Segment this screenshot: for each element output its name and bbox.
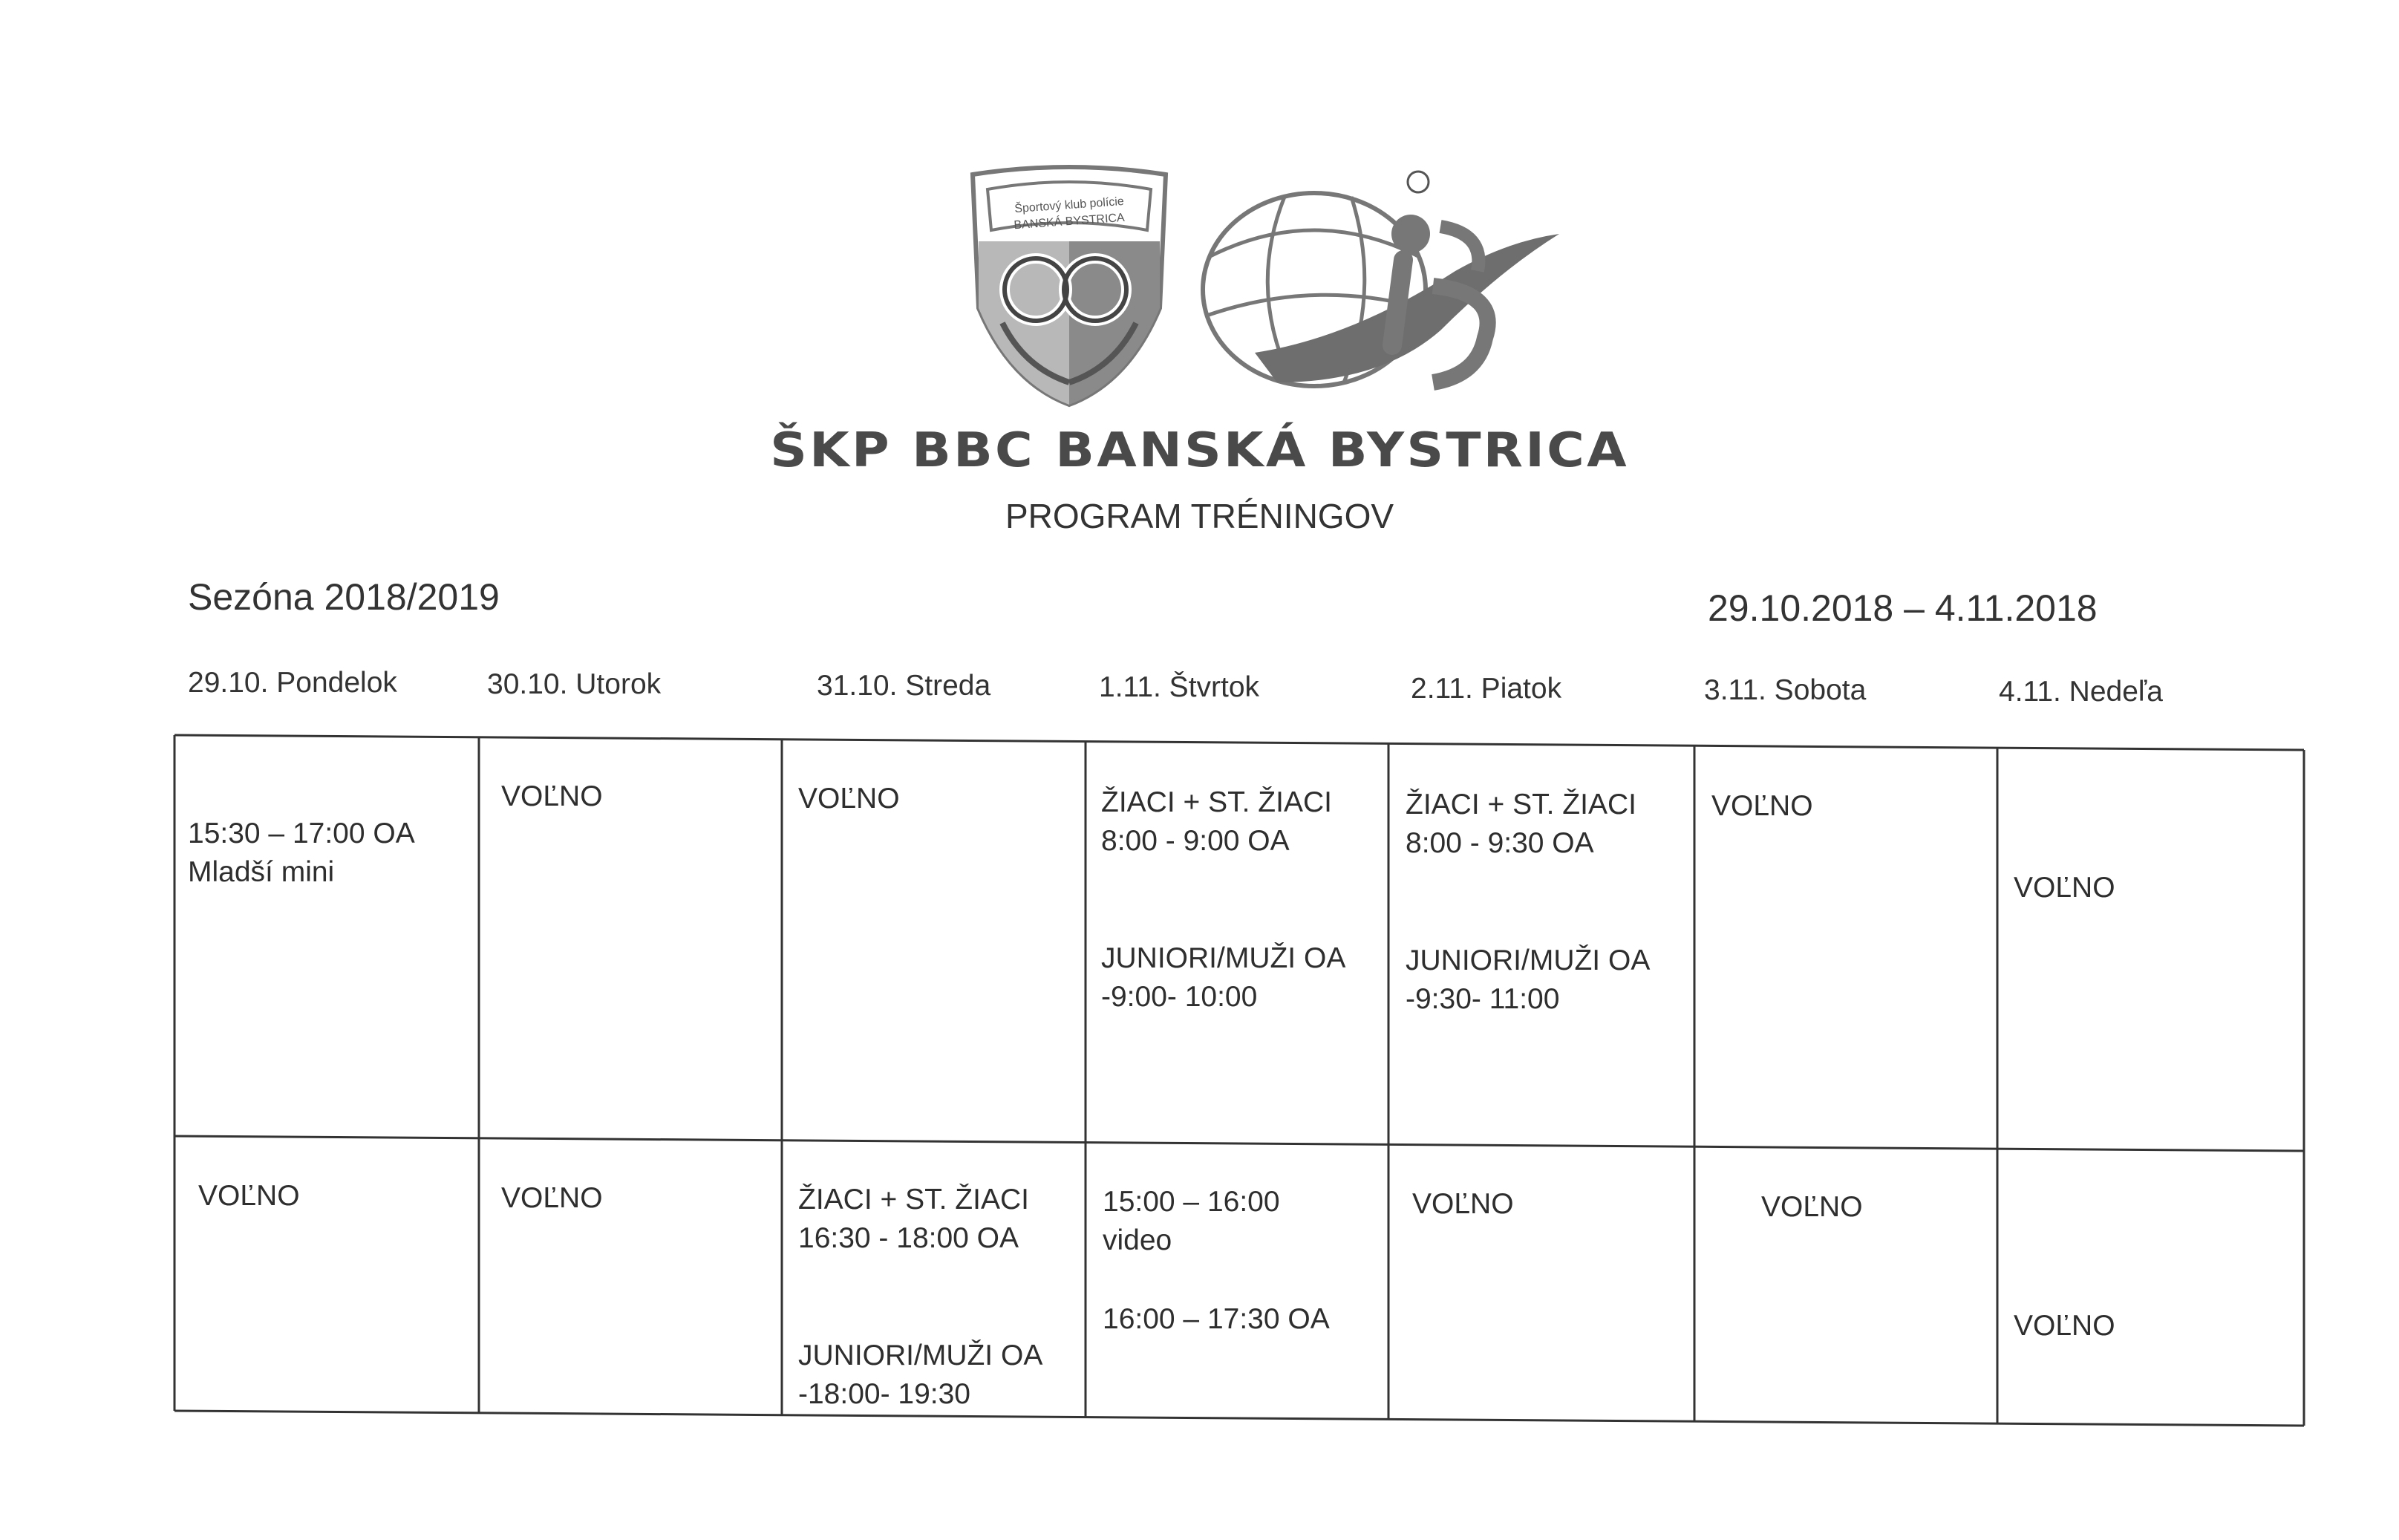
cell-sun-row2 — [2014, 1307, 2296, 1345]
date-range: 29.10.2018 – 4.11.2018 — [1708, 587, 2098, 629]
day-header-sunday: 4.11. Nedeľa — [1999, 676, 2163, 708]
cell-text: 16:00 – 17:30 OA — [1103, 1303, 1330, 1335]
cell-text: VOĽNO — [798, 783, 900, 815]
club-name: ŠKP BBC BANSKÁ BYSTRICA — [770, 423, 1629, 478]
cell-mon-row2 — [198, 1177, 480, 1216]
day-header-wednesday: 31.10. Streda — [817, 670, 991, 702]
cell-text: VOĽNO — [501, 1182, 603, 1214]
cell-tue-row2 — [501, 1179, 783, 1218]
day-header-thursday: 1.11. Štvrtok — [1099, 671, 1260, 703]
cell-text: JUNIORI/MUŽI OA — [1101, 942, 1346, 974]
cell-text: JUNIORI/MUŽI OA — [1406, 944, 1651, 976]
crest-text-line1: Športový klub polície — [1014, 195, 1125, 216]
cell-text: ŽIACI + ST. ŽIACI — [798, 1184, 1029, 1216]
cell-text: 16:30 - 18:00 OA — [798, 1222, 1019, 1254]
cell-text: 8:00 - 9:30 OA — [1406, 827, 1594, 859]
cell-wed-row1 — [798, 780, 1080, 818]
day-header-saturday: 3.11. Sobota — [1704, 674, 1867, 706]
club-crest-icon — [965, 160, 1574, 412]
cell-text: Mladší mini — [188, 856, 335, 888]
program-title: PROGRAM TRÉNINGOV — [1005, 497, 1394, 535]
cell-text: -9:30- 11:00 — [1406, 983, 1560, 1015]
day-header-monday: 29.10. Pondelok — [188, 667, 397, 699]
cell-text: VOĽNO — [2014, 1310, 2115, 1342]
cell-text: -9:00- 10:00 — [1101, 981, 1258, 1013]
cell-thu-row2 — [1103, 1183, 1385, 1339]
cell-sun-row1 — [2014, 869, 2296, 907]
day-header-friday: 2.11. Piatok — [1411, 673, 1562, 705]
cell-text: -18:00- 19:30 — [798, 1378, 971, 1410]
cell-text: VOĽNO — [2014, 872, 2115, 904]
cell-thu-row1 — [1101, 783, 1383, 1017]
season-label: Sezóna 2018/2019 — [188, 576, 500, 618]
cell-tue-row1 — [501, 777, 783, 816]
cell-text: VOĽNO — [1412, 1188, 1514, 1220]
cell-text: JUNIORI/MUŽI OA — [798, 1340, 1043, 1371]
cell-text: VOĽNO — [501, 780, 603, 812]
cell-sat-row1 — [1711, 787, 1994, 826]
cell-text: video — [1103, 1224, 1172, 1256]
cell-text: VOĽNO — [1761, 1191, 1863, 1223]
cell-text: VOĽNO — [198, 1180, 300, 1212]
cell-text: 8:00 - 9:00 OA — [1101, 825, 1290, 857]
cell-fri-row1 — [1406, 786, 1688, 1019]
day-header-tuesday: 30.10. Utorok — [487, 668, 662, 700]
basketball-logo-icon — [1203, 172, 1559, 386]
cell-fri-row2 — [1412, 1185, 1694, 1224]
club-logos — [965, 160, 1574, 412]
cell-text: 15:00 – 16:00 — [1103, 1186, 1280, 1218]
cell-text: VOĽNO — [1711, 790, 1813, 822]
cell-text: 15:30 – 17:00 OA — [188, 818, 415, 849]
cell-mon-row1 — [188, 815, 470, 892]
crest-text-line2: BANSKÁ BYSTRICA — [1014, 211, 1126, 232]
cell-sat-row2 — [1761, 1188, 2043, 1227]
cell-text: ŽIACI + ST. ŽIACI — [1101, 786, 1332, 818]
cell-wed-row2 — [798, 1181, 1080, 1414]
cell-text: ŽIACI + ST. ŽIACI — [1406, 789, 1636, 820]
